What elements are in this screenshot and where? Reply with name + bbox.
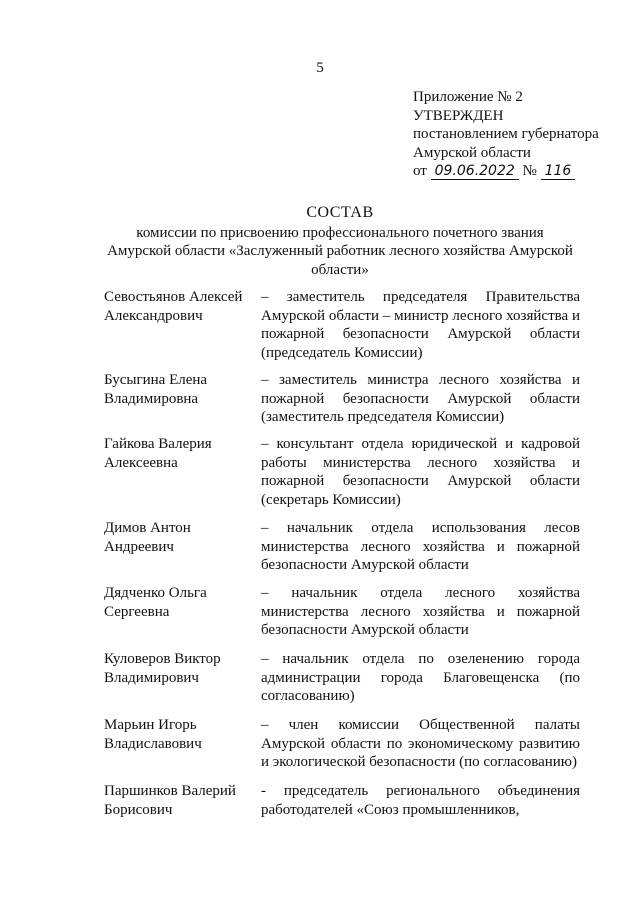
member-role: – заместитель председателя Правительства Амурской области – министр лесного хозяйства и пожарной безопасности Амурской области (председатель Комиссии) xyxy=(261,289,580,361)
member-role: – начальник отдела лесного хозяйства министерства лесного хозяйства и пожарной безопасности Амурской области xyxy=(261,585,580,638)
number-prefix: № xyxy=(522,163,537,179)
member-surname: Гайкова Валерия xyxy=(104,436,212,452)
member-patronymic: Алексеевна xyxy=(104,454,178,471)
member-surname: Бусыгина Елена xyxy=(104,372,208,388)
member-patronymic: Сергеевна xyxy=(104,603,170,620)
title-line-2: Амурской области «Заслуженный работник лесного хозяйства Амурской xyxy=(107,243,573,259)
page-number: 5 xyxy=(316,60,324,76)
member-surname: Марьин Игорь xyxy=(104,717,197,733)
member-name xyxy=(104,584,254,621)
member-patronymic: Борисович xyxy=(104,801,173,818)
title-main: СОСТАВ xyxy=(306,204,374,221)
member-name xyxy=(104,435,254,472)
member-name xyxy=(104,782,254,819)
appendix-label: Приложение № 2 xyxy=(413,89,523,105)
member-role: – член комиссии Общественной палаты Амурской области по экономическому развитию и экологической безопасности (по согласованию) xyxy=(261,717,580,770)
document-title xyxy=(100,204,580,279)
approval-block xyxy=(413,88,599,181)
member-surname: Паршинков Валерий xyxy=(104,783,236,799)
date-prefix: от xyxy=(413,163,427,179)
member-patronymic: Владимировна xyxy=(104,390,199,407)
region-label: Амурской области xyxy=(413,144,531,161)
member-role: – консультант отдела юридической и кадровой работы министерства лесного хозяйства и пожарной безопасности Амурской области (секретарь Комиссии) xyxy=(261,436,580,508)
member-surname: Димов Антон xyxy=(104,520,191,536)
handwritten-date: 09.06.2022 xyxy=(431,164,519,180)
member-surname: Куловеров Виктор xyxy=(104,651,221,667)
member-patronymic: Владиславович xyxy=(104,735,202,752)
member-patronymic: Владимирович xyxy=(104,669,199,686)
date-number-line xyxy=(413,162,599,181)
member-role: – начальник отдела использования лесов министерства лесного хозяйства и пожарной безопасности Амурской области xyxy=(261,520,580,573)
member-role: - председатель регионального объединения работодателей «Союз промышленников, xyxy=(261,783,580,818)
member-name xyxy=(104,716,254,753)
member-surname: Севостьянов Алексей xyxy=(104,289,243,305)
member-name xyxy=(104,519,254,556)
member-role: – начальник отдела по озеленению города администрации города Благовещенска (по согласованию) xyxy=(261,651,580,704)
handwritten-number: 116 xyxy=(541,164,576,180)
member-role: – заместитель министра лесного хозяйства и пожарной безопасности Амурской области (заместитель председателя Комиссии) xyxy=(261,372,580,425)
approved-label: УТВЕРЖДЕН xyxy=(413,107,504,124)
member-surname: Дядченко Ольга xyxy=(104,585,207,601)
title-line-3: области» xyxy=(311,261,369,278)
member-patronymic: Александрович xyxy=(104,307,203,324)
resolution-label: постановлением губернатора xyxy=(413,126,599,142)
member-name xyxy=(104,288,254,325)
member-name xyxy=(104,371,254,408)
member-name xyxy=(104,650,254,687)
title-line-1: комиссии по присвоению профессионального почетного звания xyxy=(136,224,544,241)
member-patronymic: Андреевич xyxy=(104,538,174,555)
